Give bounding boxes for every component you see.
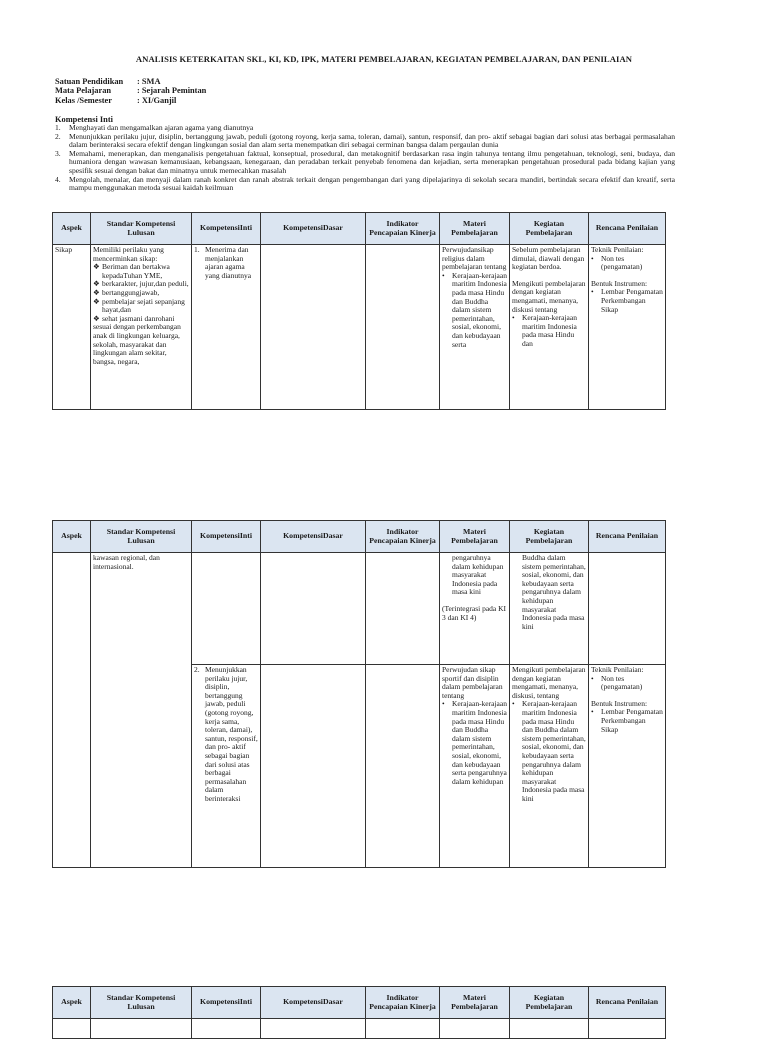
analysis-table-2: [52, 520, 666, 868]
header-materi: Materi Pembelajaran: [440, 521, 510, 553]
header-kd: KompetensiDasar: [261, 213, 366, 245]
cell-kegiatan: Buddha dalam sistem pemerintahan, sosial, ekonomi, dan kebudayaan serta pengaruhnya dalam kehidupan masyarakat Indonesia pada masa kini: [510, 553, 589, 665]
cell-kd: [261, 553, 366, 665]
header-aspek: Aspek: [53, 213, 91, 245]
cell-penilaian: Teknik Penilaian: • Non tes (pengamatan) Bentuk Instrumen: • Lembar Pengamatan Perkembangan Sikap: [589, 245, 666, 410]
header-aspek: Aspek: [53, 987, 91, 1019]
header-kd: KompetensiDasar: [261, 521, 366, 553]
analysis-table-3: [52, 986, 666, 1039]
header-penilaian: Rencana Penilaian: [589, 521, 666, 553]
header-skl: Standar Kompetensi Lulusan: [91, 987, 192, 1019]
cell-skl: Memiliki perilaku yang mencerminkan sikap: ❖ Beriman dan bertakwa kepadaTuhan YME, ❖ berkarakter, jujur,dan peduli, ❖ bertanggungjawab, ❖ pembelajar sejati sepanjang hayat,dan ❖ sehat jasmani danrohani sesuai dengan perkembangan anak di lingkungan keluarga, sekolah, masyarakat dan lingkungan alam sekitar, bangsa, negara,: [91, 245, 192, 410]
ki-item: 2. Menunjukkan perilaku jujur, disiplin, bertanggung jawab, peduli (gotong royong, kerja sama, toleran, damai), santun, responsif, dan pro- aktif sebagai bagian dari solusi atas berbagai permasalahan dalam berinteraksi secara efektif dengan lingkungan sosial dan alam serta menempatkan diri sebagai cerminan bangsa dalam pergaulan dunia: [55, 131, 675, 150]
document-title: ANALISIS KETERKAITAN SKL, KI, KD, IPK, MATERI PEMBELAJARAN, KEGIATAN PEMBELAJARAN, DAN PENILAIAN: [135, 54, 633, 64]
cell-skl: kawasan regional, dan internasional.: [91, 553, 192, 868]
header-ki: KompetensiInti: [192, 987, 261, 1019]
header-skl: Standar Kompetensi Lulusan: [91, 521, 192, 553]
table-header-row: [53, 987, 666, 1019]
header-ipk: Indikator Pencapaian Kinerja: [366, 987, 440, 1019]
cell-aspek: Sikap: [53, 245, 91, 410]
header-kd: KompetensiDasar: [261, 987, 366, 1019]
ki-heading: Kompetensi Inti: [55, 115, 113, 124]
cell-materi: pengaruhnya dalam kehidupan masyarakat Indonesia pada masa kini (Terintegrasi pada KI 3 dan KI 4): [440, 553, 510, 665]
table-row: [53, 1019, 666, 1039]
meta-row-satuan: Satuan Pendidikan : SMA: [55, 77, 161, 86]
cell-ipk: [366, 553, 440, 665]
header-materi: Materi Pembelajaran: [440, 213, 510, 245]
ki-item: 3. Memahami, menerapkan, dan menganalisis pengetahuan faktual, konseptual, prosedural, dan metakognitif berdasarkan rasa ingin tahunya tentang ilmu pengetahuan, teknologi, seni, budaya, dan humaniora dengan wawasan kemanusiaan, kebangsaan, kenegaraan, dan peradaban terkait penyebab fenomena dan kejadian, serta menerapkan pengetahuan prosedural pada bidang kajian yang spesifik sesuai dengan bakat dan minatnya untuk memecahkan masalah: [55, 148, 675, 175]
cell-kegiatan: Mengikuti pembelajaran dengan kegiatan mengamati, menanya, diskusi, tentang • Kerajaan-kerajaan maritim Indonesia pada masa Hindu dan Buddha dalam sistem pemerintahan, sosial, ekonomi, dan kebudayaan serta pengaruhnya dalam kehidupan masyarakat Indonesia pada masa kini: [510, 665, 589, 868]
cell-ipk: [366, 665, 440, 868]
table-row: [53, 245, 666, 410]
meta-row-mapel: Mata Pelajaran : Sejarah Pemintan: [55, 86, 207, 96]
header-ipk: Indikator Pencapaian Kinerja: [366, 213, 440, 245]
header-penilaian: Rencana Penilaian: [589, 213, 666, 245]
cell-materi: Perwujudansikap religius dalam pembelajaran tentang • Kerajaan-kerajaan maritim Indonesia pada masa Hindu dan Buddha dalam sistem pemerintahan, sosial, ekonomi, dan kebudayaan serta: [440, 245, 510, 410]
cell-penilaian: Teknik Penilaian: • Non tes (pengamatan) Bentuk Instrumen: • Lembar Pengamatan Perkembangan Sikap: [589, 665, 666, 868]
meta-row-kelas: Kelas /Semester : XI/Ganjil: [55, 95, 177, 105]
header-ki: KompetensiInti: [192, 521, 261, 553]
cell-kd: [261, 665, 366, 868]
cell-ki: 2. Menunjukkan perilaku jujur, disiplin, bertanggung jawab, peduli (gotong royong, kerja sama, toleran, damai), santun, responsif, dan pro- aktif sebagai bagian dari solusi atas berbagai permasalahan dalam berinteraksi: [192, 665, 261, 868]
cell-ki: 1. Menerima dan menjalankan ajaran agama yang dianutnya: [192, 245, 261, 410]
header-aspek: Aspek: [53, 521, 91, 553]
header-kegiatan: Kegiatan Pembelajaran: [510, 987, 589, 1019]
header-ki: KompetensiInti: [192, 213, 261, 245]
header-penilaian: Rencana Penilaian: [589, 987, 666, 1019]
header-materi: Materi Pembelajaran: [440, 987, 510, 1019]
cell-ki: [192, 553, 261, 665]
table-header-row: [53, 213, 666, 245]
cell-kd: [261, 245, 366, 410]
header-kegiatan: Kegiatan Pembelajaran: [510, 521, 589, 553]
header-kegiatan: Kegiatan Pembelajaran: [510, 213, 589, 245]
cell-penilaian: [589, 553, 666, 665]
header-ipk: Indikator Pencapaian Kinerja: [366, 521, 440, 553]
cell-materi: Perwujudan sikap sportif dan disiplin dalam pembelajaran tentang • Kerajaan-kerajaan maritim Indonesia pada masa Hindu dan Buddha dalam sistem pemerintahan, sosial, ekonomi, dan kebudayaan serta pengaruhnya dalam kehidupan: [440, 665, 510, 868]
table-row: [53, 553, 666, 665]
analysis-table-1: [52, 212, 666, 410]
cell-kegiatan: Sebelum pembelajaran dimulai, diawali dengan kegiatan berdoa. Mengikuti pembelajaran dengan kegiatan mengamati, menanya, diskusi tentang • Kerajaan-kerajaan maritim Indonesia pada masa Hindu dan: [510, 245, 589, 410]
cell-ipk: [366, 245, 440, 410]
ki-item: 1. Menghayati dan mengamalkan ajaran agama yang dianutnya: [55, 123, 254, 132]
ki-list: [55, 124, 675, 193]
cell-aspek: [53, 553, 91, 868]
header-skl: Standar Kompetensi Lulusan: [91, 213, 192, 245]
identity-block: [55, 77, 206, 105]
table-header-row: [53, 521, 666, 553]
ki-item: 4. Mengolah, menalar, dan menyaji dalam ranah konkret dan ranah abstrak terkait dengan pengembangan dari yang dipelajarinya di sekolah secara mandiri, bertindak secara efektif dan kreatif, serta mampu menggunakan metoda sesuai kaidah keilmuan: [55, 174, 675, 193]
